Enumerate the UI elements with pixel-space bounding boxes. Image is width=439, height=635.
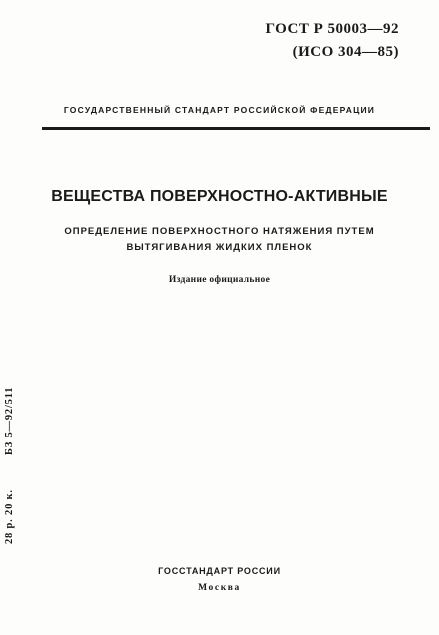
standard-code-block	[265, 18, 399, 64]
publication-city: Москва	[198, 583, 241, 593]
subtitle-line-1: ОПРЕДЕЛЕНИЕ ПОВЕРХНОСТНОГО НАТЯЖЕНИЯ ПУТЕМ	[64, 226, 375, 237]
authority-header: ГОСУДАРСТВЕННЫЙ СТАНДАРТ РОССИЙСКОЙ ФЕДЕРАЦИИ	[63, 105, 376, 115]
header-rule	[42, 127, 430, 130]
side-bbk-code: БЗ 5—92/511	[4, 386, 15, 455]
publisher: ГОССТАНДАРТ РОССИИ	[158, 566, 281, 576]
subtitle-line-2: ВЫТЯГИВАНИЯ ЖИДКИХ ПЛЕНОК	[126, 242, 313, 253]
iso-code: (ИСО 304—85)	[292, 44, 399, 60]
gost-code: ГОСТ Р 50003—92	[265, 21, 399, 37]
document-subtitle	[0, 224, 439, 256]
side-price: 28 р. 20 к.	[4, 489, 15, 544]
document-title: ВЕЩЕСТВА ПОВЕРХНОСТНО-АКТИВНЫЕ	[51, 188, 388, 205]
edition-note: Издание официальное	[168, 275, 271, 285]
